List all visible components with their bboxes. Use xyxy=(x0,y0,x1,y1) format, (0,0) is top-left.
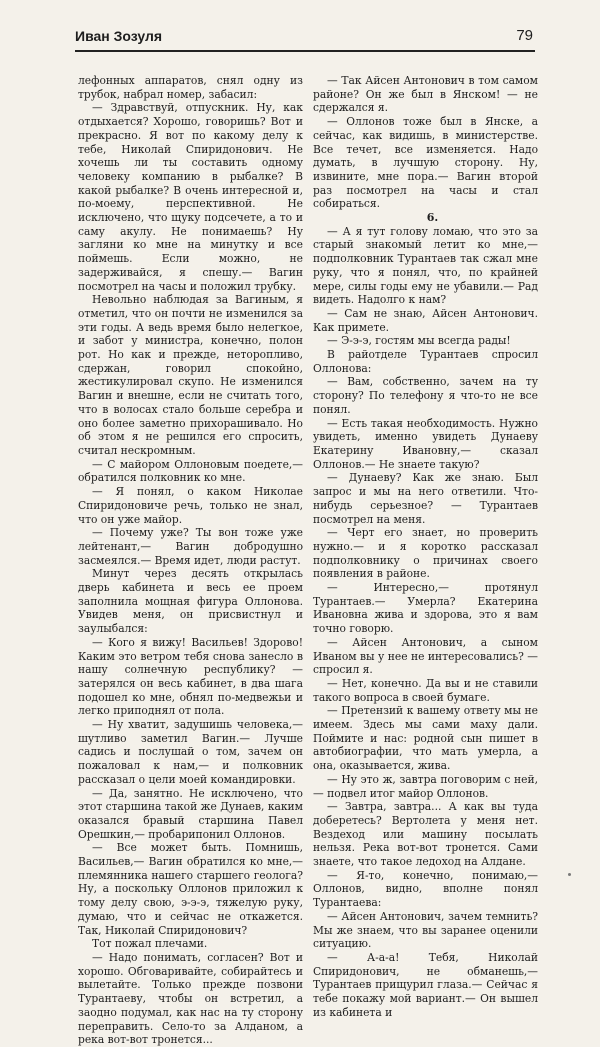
paragraph: — Все может быть. Помнишь, Васильев,— Вагин обратился ко мне,— племянника нашего старшего геолога? Ну, а поскольку Оллонов приложил к тому делу свою, э-э-э, тяжелую руку, думаю, что и сейчас не откажется. Так, Николай Спиридонович? xyxy=(78,841,303,937)
paragraph: Невольно наблюдая за Вагиным, я отметил, что он почти не изменился за эти годы. А ведь время было нелегкое, и забот у министра, конечно, полон рот. Но как и прежде, неторопливо, сдержан, говорил спокойно, жестикулировал скупо. Не изменился Вагин и внешне, если не считать того, что в волосах стало больше серебра и оно более заметно прихорашивало. Но об этом я не решился его спросить, считал нескромным. xyxy=(78,293,303,457)
paragraph: — Айсен Антонович, зачем темнить? Мы же знаем, что вы заранее оценили ситуацию. xyxy=(313,909,538,951)
paragraph: — Так Айсен Антонович в том самом районе? Он же был в Янском! — не сдержался я. xyxy=(313,74,538,115)
print-speck xyxy=(568,873,571,876)
right-column-top xyxy=(313,74,538,211)
paragraph: — Дунаеву? Как же знаю. Был запрос и мы на него ответили. Что-нибудь серьезное? — Турантаев посмотрел на меня. xyxy=(313,471,538,526)
paragraph: В райотделе Турантаев спросил Оллонова: xyxy=(313,348,538,375)
paragraph: Минут через десять открылась дверь кабинета и весь ее проем заполнила мощная фигура Оллонова. Увидев меня, он присвистнул и заулыбался: xyxy=(78,567,303,636)
paragraph: — А я тут голову ломаю, что это за старый знакомый летит ко мне,— подполковник Турантаев так сжал мне руку, что я понял, что, по крайней мере, силы годы ему не убавили.— Рад видеть. Надолго к нам? xyxy=(313,224,538,307)
running-header xyxy=(75,27,533,49)
paragraph: — Кого я вижу! Васильев! Здорово! Каким это ветром тебя снова занесло в нашу солнечную республику? — затерялся он весь кабинет, в два шага подошел ко мне, обнял по-медвежьи и легко приподнял от пола. xyxy=(78,635,303,718)
author-name: Иван Зозуля xyxy=(75,28,163,44)
paragraph: Тот пожал плечами. xyxy=(92,937,208,951)
paragraph: — Я-то, конечно, понимаю,— Оллонов, видно, вполне понял Турантаева: xyxy=(313,868,538,910)
paragraph: — Надо понимать, согласен? Вот и хорошо. Обговаривайте, собирайтесь и вылетайте. Только прежде позвони Турантаеву, чтобы он встретил, а заодно подумал, как нас на ту сторону переправить. Село-то за Алданом, а река вот-вот тронется... xyxy=(78,951,303,1047)
paragraph: — Есть такая необходимость. Нужно увидеть, именно увидеть Дунаеву Екатерину Ивановну,— сказал Оллонов.— Не знаете такую? xyxy=(313,416,538,471)
paragraph: — Айсен Антонович, а сыном Иваном вы у нее не интересовались? — спросил я. xyxy=(313,635,538,677)
paragraph: — Я понял, о каком Николае Спиридоновиче речь, только не знал, что он уже майор. xyxy=(78,485,303,526)
paragraph: — Завтра, завтра... А как вы туда доберетесь? Вертолета у меня нет. Вездеход или машину посылать нельзя. Река вот-вот тронется. Сами знаете, что такое ледоход на Алдане. xyxy=(313,800,538,869)
paragraph: лефонных аппаратов, снял одну из трубок, набрал номер, забасил: xyxy=(78,74,303,101)
paragraph: — Ну это ж, завтра поговорим с ней,— подвел итог майор Оллонов. xyxy=(313,772,538,800)
paragraph: — А-а-а! Тебя, Николай Спиридонович, не обманешь,— Турантаев прищурил глаза.— Сейчас я тебе покажу мой вариант.— Он вышел из кабинета и xyxy=(313,951,538,1019)
paragraph: — Претензий к вашему ответу мы не имеем. Здесь мы сами маху дали. Поймите и нас: родной сын пишет в автобиографии, что мать умерла, а она, оказывается, жива. xyxy=(313,704,538,773)
paragraph: — Э-э-э, гостям мы всегда рады! xyxy=(327,334,511,348)
paragraph: — Сам не знаю, Айсен Антонович. Как примете. xyxy=(313,306,538,334)
paragraph: — С майором Оллоновым поедете,— обратился полковник ко мне. xyxy=(78,457,303,485)
paragraph: — Черт его знает, но проверить нужно.— и я коротко рассказал подполковнику о причинах своего появления в районе. xyxy=(313,526,538,581)
paragraph: — Вам, собственно, зачем на ту сторону? По телефону я что-то не все понял. xyxy=(313,375,538,416)
paragraph: — Интересно,— протянул Турантаев.— Умерла? Екатерина Ивановна жива и здорова, это я вам точно говорю. xyxy=(313,581,538,636)
right-column-bottom xyxy=(313,225,538,1020)
paragraph: — Здравствуй, отпускник. Ну, как отдыхается? Хорошо, говоришь? Вот и прекрасно. Я вот по какому делу к тебе, Николай Спиридонович. Не хочешь ли ты составить одному человеку компанию в рыбалке? В какой рыбалке? В очень интересной и, по-моему, перспективной. Не исключено, что щуку подсечете, а то и саму акулу. Не понимаешь? Ну загляни ко мне на минутку и все поймешь. Если можно, не задерживайся, я спешу.— Вагин посмотрел на часы и положил трубку. xyxy=(78,101,303,293)
left-column xyxy=(78,74,303,1047)
paragraph: — Нет, конечно. Да вы и не ставили такого вопроса в своей бумаге. xyxy=(313,676,538,704)
paragraph: — Почему уже? Ты вон тоже уже лейтенант,— Вагин добродушно засмеялся.— Время идет, люди растут. xyxy=(78,526,303,567)
paragraph: — Да, занятно. Не исключено, что этот старшина такой же Дунаев, каким оказался бравый старшина Павел Орешкин,— пробарипонил Оллонов. xyxy=(78,786,303,841)
section-number: 6. xyxy=(426,211,439,225)
page-number: 79 xyxy=(516,27,533,44)
header-rule xyxy=(75,50,535,52)
paragraph: — Оллонов тоже был в Янске, а сейчас, как видишь, в министерстве. Все течет, все изменяется. Надо думать, в лучшую сторону. Ну, извините, мне пора.— Вагин второй раз посмотрел на часы и стал собираться. xyxy=(313,115,538,211)
right-column xyxy=(313,74,538,1020)
paragraph: — Ну хватит, задушишь человека,— шутливо заметил Вагин.— Лучше садись и послушай о том, зачем он пожаловал к нам,— и полковник рассказал о цели моей командировки. xyxy=(78,718,303,786)
